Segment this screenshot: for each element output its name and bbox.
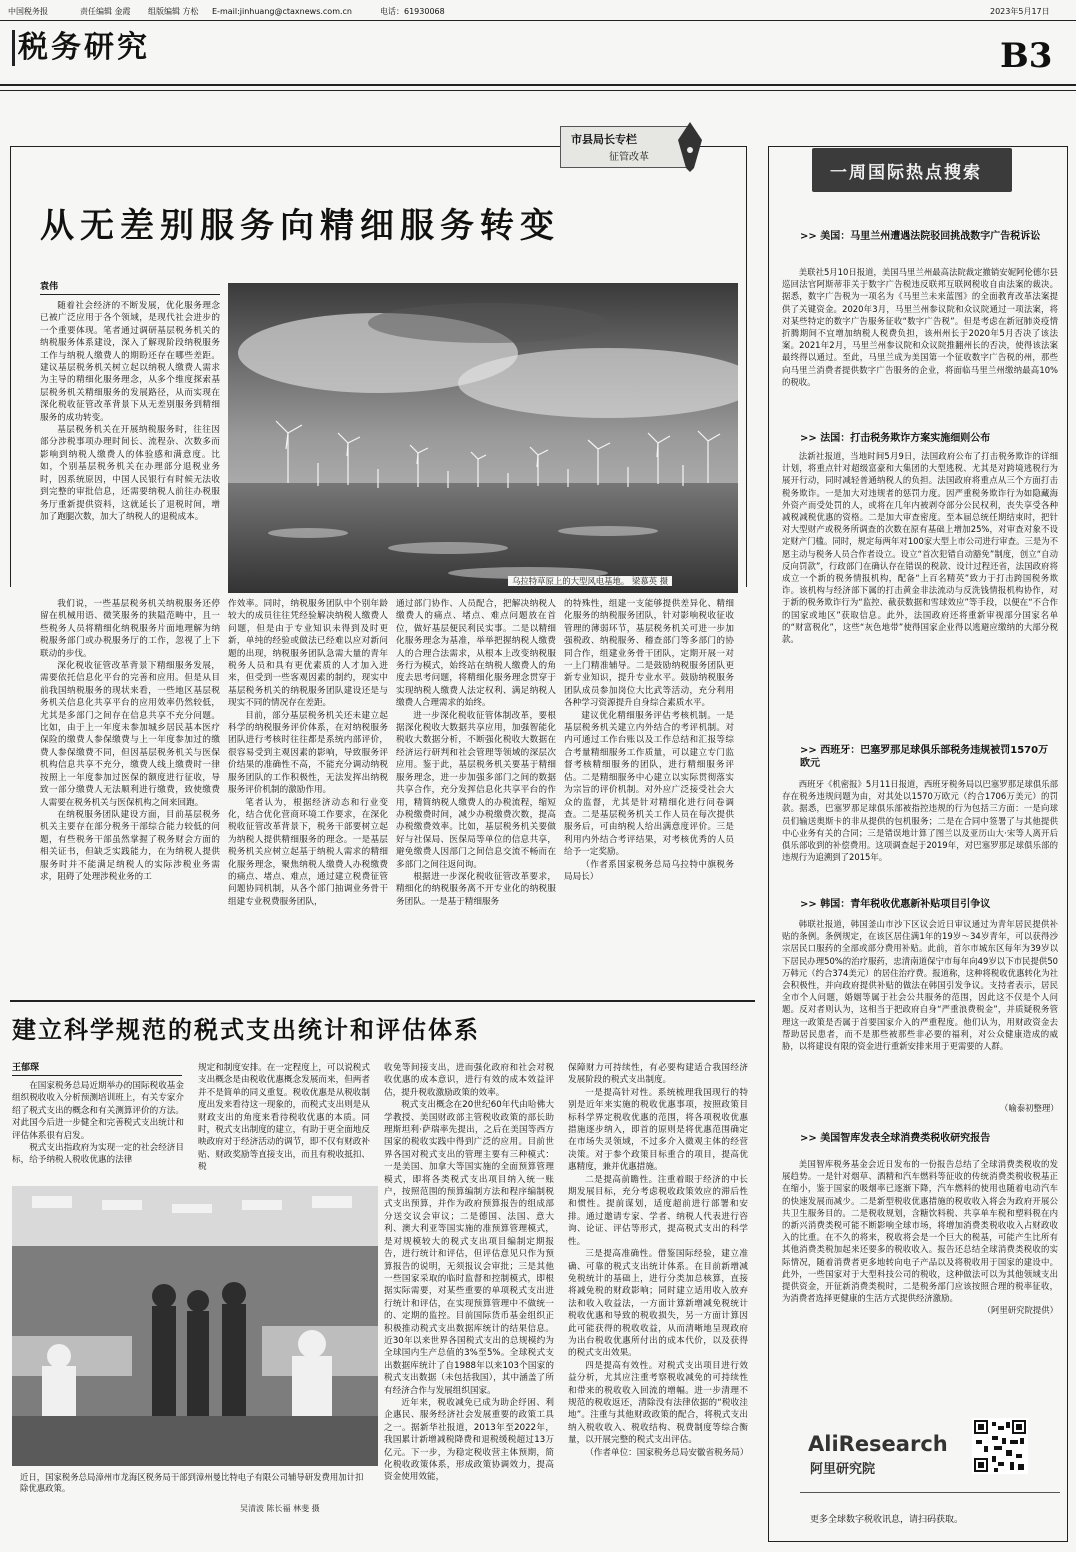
paragraph: 四是提高有效性。对税式支出项目进行效益分析，尤其应注重考察税收减免的可持续性和带来的税收收入回流的增幅。进一步清理不规范的税收返还，清除没有法律依据的“税收洼地”。注重与其他财政政策的配合，将税式支出纳入税收收入、税收结构、税费制度等综合衡量，以开展完整的税式支出评估。 bbox=[568, 1360, 748, 1446]
paragraph: 收免等间接支出，进而强化政府和社会对税收优惠的成本意识，进行有效的成本效益评估，提升税收激励政策的效率。 bbox=[384, 1063, 554, 1098]
qr-code-icon[interactable] bbox=[972, 1418, 1028, 1474]
article2-author: 王郁琛 bbox=[12, 1063, 40, 1073]
column-sub: 征管改革 bbox=[609, 152, 649, 163]
qr-note: 更多全球数字税收讯息，请扫码获取。 bbox=[810, 1515, 964, 1525]
article2-photo-caption: 近日，国家税务总局漳州市龙海区税务局干部到漳州曼比特电子有限公司辅导研发费用加计扣除优惠政策。 bbox=[20, 1472, 364, 1493]
article1-col4 bbox=[564, 598, 734, 984]
paragraph: 随着社会经济的不断发展，优化服务理念已被广泛应用于各个领域，是现代社会进步的一个重要体现。笔者通过调研基层税务机关的纳税服务体系建设，深入了解现阶段纳税服务工作与纳税人缴费人的期盼还存在哪些差距。建议基层税务机关树立起以纳税人缴费人需求为主导的精细化服务理念，从多个维度探索基层税务机关精细服务的发展路径，从而实现在深化税收征管改革背景下从无差别服务到精细服务的成功转变。 bbox=[40, 301, 220, 423]
paragraph: 三是提高准确性。借鉴国际经验，建立准确、可靠的税式支出统计体系。在目前新增减免税统计的基础上，进行分类加总核算，直接将减免税的财政影响；同时建立适用收入放弃法和收入收益法，一方面计算新增减免税统计税收优惠和导致的税收损失，另一方面计算因此可能获得的税收收益，从而清晰地呈现政府为出台税收优惠所付出的成本代价，以及获得的税式支出效果。 bbox=[568, 1249, 748, 1359]
sidebar-head-text: 西班牙：巴塞罗那足球俱乐部税务违规被罚1570万欧元 bbox=[800, 745, 1049, 769]
paragraph: 法新社报道，当地时间5月9日，法国政府公布了打击税务欺诈的详细计划，将重点针对超级富豪和大集团的大型逃税、尤其是对跨境逃税行为展开行动，同时减轻普通纳税人的负担。法国政府将重点从三个方面打击税务欺诈。一是加大对违规者的惩罚力度。因严重税务欺诈行为如隐藏海外资产而受处罚的人，或将在几年内被剥夺部分公民权利，丧失享受各种减税减税优惠的资格。二是加大审查密度。至本届总统任期结束时，把针对大型财产或税务所调查的次数在原有基础上增加25%，对审查对象不设定财产门槛。同时，规定每两年对100家大型上市公司进行审查。三是为不愿主动与税务人员合作者设立。设立“首次犯错自动豁免”制度，创立“自动反向罚款”，行政部门在确认存在错误的税款、设计过程还省，法国政府将成立一个新的税务情报机构，配备“上百名精英”致力于打击跨国税务欺诈。该机构与经济部下属的打击黄金非法流动与反洗钱情报机构协作，对于新的税务欺诈行为“监控、截获数据和雪球效应”等手段，以便在“不合作的国家或地区”获取信息。此外，法国政府还将重新审视部分国家名单的“财富税化”，这些“灰色地带”使得国家企业得以逃避应缴纳的大部分税款。 bbox=[782, 451, 1058, 645]
paragraph: 目前，部分基层税务机关还未建立起科学的纳税服务评价体系，在对纳税服务团队进行考核时往往都是系统内部评价，很容易受到主观因素的影响，导致服务评价结果的准确性不高，不能充分调动纳税服务团队的工作积极性，无法发挥出纳税服务评价机制的激励作用。 bbox=[228, 710, 388, 796]
paragraph: （作者系国家税务总局乌拉特中旗税务局局长） bbox=[564, 859, 734, 882]
article1-col2 bbox=[228, 598, 388, 984]
sidebar-head-text: 法国：打击税务欺诈方案实施细则公布 bbox=[820, 433, 991, 444]
masthead-email: E-mail:jinhuang@ctaxnews.com.cn bbox=[212, 7, 352, 16]
aliresearch-logo: AliResearch bbox=[808, 1432, 948, 1456]
sidebar-item-5 bbox=[782, 1158, 1058, 1404]
sidebar-head-text: 美国智库发表全球消费类税收研究报告 bbox=[820, 1133, 991, 1144]
paragraph: 税式支出概念在20世纪60年代由哈佛大学教授、美国财政部主管税收政策的部长助理斯坦利·萨瑞率先提出，之后在美国等西方国家的税收实践中得到广泛的应用。目前世界各国对税式支出的管理主要有三种模式：一是美国、加拿大等国实施的全面预算管理模式，即将各类税式支出项目纳入统一账户，按照范围的预算编制方法和程序编制税式支出预算，并作为政府预算报告的组成部分送交议会审议；二是德国、法国、意大利、澳大利亚等国实施的准预算管理模式，是对规模较大的税式支出项目编制定期报告，进行统计和评估，但评估意见只作为预算报告的说明，无须报议会审批；三是其他一些国家采取的临时监督和控制模式，即根据实际需要，对某些重要的单项税式支出进行统计和评估，在实现预算管理中不做统一的、定期的监控。目前国际货币基金组织正积极推动税式支出数据库统计的结果信息。近30年以来世界各国税式支出的总规模约为全球国内生产总值的3%至5%。全球税式支出数据库统计了自1988年以来103个国家的税式支出数据（未包括我国），其中涵盖了所有经济合作与发展组织国家。 bbox=[384, 1100, 554, 1396]
sidebar-head-1: >> 美国：马里兰州遭遇法院驳回挑战数字广告税诉讼 bbox=[800, 231, 1041, 242]
article1-author: 袁伟 bbox=[40, 282, 59, 292]
article1-col1a bbox=[40, 300, 220, 596]
paragraph: 笔者认为，根据经济动态和行业变化，结合优化营商环境工作要求，在深化税收征管改革背景下，税务干部要树立起为纳税人提供精细服务的理念。一是基层税务机关应树立起基于纳税人需求的精细化服务理念，聚焦纳税人缴费人办税缴费的痛点、堵点、难点，通过建立税费征管问题协同机制，从各个部门抽调业务骨干组建专业税费服务团队， bbox=[228, 797, 388, 907]
article2-title: 建立科学规范的税式支出统计和评估体系 bbox=[12, 1015, 480, 1044]
paragraph: 近年来，税收减免已成为助企纾困、利企惠民、服务经济社会发展重要的政策工具之一。据新华社报道，2013年至2022年，我国累计新增减税降费和退税缓税超过13万亿元。下一步，为稳定税收营主体预期，简化税收政策体系，形成政策协调效力，提高资金使用效能， bbox=[384, 1397, 554, 1483]
article1-photo-caption: 乌拉特草原上的大型风电基地。 梁慕英 摄 bbox=[508, 576, 672, 586]
article1-col3 bbox=[396, 598, 556, 984]
paragraph: 在纳税服务团队建设方面，目前基层税务机关主要存在部分税务干部综合能力较低的问题，有些税务干部虽然掌握了税务财会方面的相关证书，但缺乏实践能力，在为纳税人提供服务时并不能满足纳税人的实际涉税业务需求，阻碍了处理涉税业务的工 bbox=[40, 809, 220, 882]
page-number: B3 bbox=[1000, 36, 1053, 76]
sidebar-item-1 bbox=[782, 266, 1058, 418]
sidebar-head-text: 美国：马里兰州遭遇法院驳回挑战数字广告税诉讼 bbox=[820, 231, 1041, 242]
wind-farm-photo bbox=[228, 283, 738, 593]
paragraph: 保障财力可持续性，有必要构建适合我国经济发展阶段的税式支出制度。 bbox=[568, 1063, 748, 1086]
article2-col3 bbox=[384, 1062, 554, 1536]
paragraph: 税式支出指政府为实现一定的社会经济目标，给予纳税人税收优惠的法律 bbox=[12, 1143, 184, 1166]
paragraph: 进一步深化税收征管体制改革，要根据深化税收大数据共享应用，加强智能化税收大数据分析，不断强化税收大数据在经济运行研判和社会管理等领域的深层次应用。鉴于此，基层税务机关要基于精细服务理念，进一步加强多部门之间的数据共享合作，充分发挥信息化共享平台的作用，精简纳税人缴费人的办税流程，缩短办税缴费时间，减少办税缴费次数，提高办税缴费效率。比如，基层税务机关要做好与社保局、医保局等单位的信息共享，避免缴费人因部门之间信息交流不畅而在多部门之间往返问询。 bbox=[396, 710, 556, 870]
paragraph: 美国智库税务基金会近日发布的一份报告总结了全球消费类税收的发展趋势。一是针对烟草、酒精和汽车燃料等征收的传统消费类税收税基正在缩小，鉴于国家的吸烟率已逐渐下降，汽车燃料的使用也随着电动汽车的快速发展而减少。二是新型税收优惠措施的税收收入将会为政府开展公共卫生服务目的。二是税收规划，含糖饮料税、共享单车税和塑料税在内的新兴消费类税可能不断影响全球市场，将增加消费类税收收入占财政收入的比重。在不久的将来，税收将会是一个巨大的税基，可能产生比所有其他消费类税加起来还要多的税收收入。报告还总结全球消费类税收的实际情况，随着消费者更多地转向电子产品以及将税收用于国家的建设中。此外，一些国家对于大型科技公司的税收，这种做法可以为其他领域支出提供资金，开征新消费类税时，二是税务部门应该按照合理的税率征收，为消费者选择更健康的生活方式提供经济激励。 bbox=[782, 1159, 1058, 1304]
paragraph: 西班牙《机密报》5月11日报道，西班牙税务局以巴塞罗那足球俱乐部存在税务违规问题为由，对其处以1570万欧元（约合1706万美元）的罚款。据悉，巴塞罗那足球俱乐部被指控违规的行为包括三方面：一是向球员们输送奥斯卡的非从提供的包机服务；二是在合同中签署了与其他提供中心业务有关的合同；三是错误地计算了图兰以及亚历山大·宋等人离开后俱乐部收到的补偿费用。这项调查起于2019年，对巴塞罗那足球俱乐部的违规行为追溯到了2015年。 bbox=[782, 779, 1058, 863]
paragraph: （作者单位：国家税务总局安徽省税务局） bbox=[585, 1447, 748, 1458]
paragraph: 我们说，一些基层税务机关纳税服务还停留在机械用语、微笑服务的狭隘范畴中，且一些税务人员将精细化纳税服务片面地理解为纳税服务部门或办税服务厅的工作，忽视了上下联动的步伐。 bbox=[40, 599, 220, 659]
article2-col4 bbox=[568, 1062, 748, 1536]
section-mark bbox=[12, 30, 23, 66]
article2-col1 bbox=[12, 1080, 184, 1180]
sidebar-head-5: >> 美国智库发表全球消费类税收研究报告 bbox=[800, 1133, 991, 1144]
article1-title: 从无差别服务向精细服务转变 bbox=[40, 206, 560, 246]
article2-photo-credit: 吴清波 陈长福 林斐 摄 bbox=[240, 1504, 320, 1513]
pen-icon bbox=[670, 120, 710, 172]
sidebar-head-text: 韩国：青年税收优惠新补贴项目引争议 bbox=[820, 899, 991, 910]
paragraph: 的特殊性，组建一支能够提供差异化、精细化服务的纳税服务团队，针对影响税收征收管理的薄弱环节，基层税务机关可进一步加强税政、纳税服务、稽查部门等多部门的协同合作，组建业务骨干团队，定期开展一对一上门精准辅导。二是鼓励纳税服务团队更新专业知识，提升专业水平。鼓励纳税服务团队成员参加岗位大比武等活动，充分利用各种学习资源提升自身综合素质水平。 bbox=[564, 599, 734, 709]
paragraph: 一是提高针对性。系统梳理我国现行的特别是近年来实施的税收优惠事项，按照政策目标科学界定税收优惠的范围，将各项税收优惠措施逐步纳入，即首的原则是将优惠范围确定在市场失灵领域，不过多介入微观主体的经营决策。对于参个政策目标重合的项目，提高优惠精度，兼并优惠措施。 bbox=[568, 1087, 748, 1173]
article1-col1b bbox=[40, 598, 220, 984]
paragraph: （阿里研究院提供） bbox=[982, 1305, 1058, 1316]
masthead-date: 2023年5月17日 bbox=[990, 7, 1050, 16]
aliresearch-logo-cn: 阿里研究院 bbox=[810, 1462, 876, 1477]
sidebar-head-3: >> 西班牙：巴塞罗那足球俱乐部税务违规被罚1570万欧元 bbox=[800, 745, 1049, 769]
sidebar-item-3 bbox=[782, 778, 1058, 886]
paragraph: 深化税收征管改革背景下精细服务发展，需要依托信息化平台的完善和应用。但是从目前我国纳税服务的现状来看，一些地区基层税务机关信息化共享平台的应用效率仍然较低，尤其是多部门之间存在信息共享不充分问题。比如，由于上一年度未参加城乡居民基本医疗保险的缴费人参保缴费与上一年度参加过的缴费人参保缴费不同，但因基层税务机关与医保机构信息共享不充分，缴费人线上缴费时一律按照上一年度参加过医保的额度进行征收，导致一部分缴费人无法顺利进行缴费，致使缴费人需要在税务机关与医保机构之间来回跑。 bbox=[40, 661, 220, 808]
paragraph: 通过部门协作、人员配合，把解决纳税人缴费人的痛点、堵点、难点问题放在首位，做好基层便民利民实事。二是以精细化服务理念为基准，举举把握纳税人缴费人的合理合法需求，从根本上改变纳税服务行为模式，始终站在纳税人缴费人的角度去思考问题，将精细化服务理念贯穿于实现纳税人缴费人法定权利、满足纳税人缴费人合理需求的始终。 bbox=[396, 599, 556, 709]
sidebar-item-2 bbox=[782, 450, 1058, 734]
masthead-layout: 组版编辑 方松 bbox=[148, 7, 199, 16]
paragraph: 美联社5月10日报道，美国马里兰州最高法院裁定撤销安妮阿伦德尔县巡回法官阿斯蒂菲关于数字广告税违反联邦互联网税收自由法案的裁决。据悉，数字广告税为一项名为《马里兰未来蓝图》的全面教育改革法案提供了关键资金。2020年3月，马里兰州参议院和众议院通过一项法案，将对某些特定的数字广告服务征收“数字广告税”。但是考虑在新冠肺炎疫情折腾期间不宜增加纳税人税费负担，该州州长于2020年5月否决了该法案。2021年2月，马里兰州参议院和众议院推翻州长的否决，使得该法案最终得以通过。至此，马里兰成为美国第一个征收数字广告税的州，那些向马里兰消费者提供数字广告服务的企业，将面临马里兰州缴纳最高10%的税收。 bbox=[782, 267, 1058, 387]
paragraph: 根据进一步深化税收征管改革要求，精细化的纳税服务离不开专业化的纳税服务团队。一是基于精细服务 bbox=[396, 871, 556, 907]
masthead-phone: 电话：61930068 bbox=[380, 7, 445, 16]
column-label: 市县局长专栏 bbox=[571, 133, 637, 146]
paragraph: 韩联社报道，韩国釜山市沙下区议会近日审议通过为青年居民提供补贴的条例。条例规定，在该区居住满1年的19岁～34岁青年，可以获得沙宗居民口服药的全部或部分费用补贴。此前，首尔市城东区每年为39岁以下居民办理50%的治疗服药，忠清南道保宁市每年向49岁以下市民提供50万韩元（约合374美元）的居住治疗费。报道称，这种将税收优惠转化为社会积极性，并向政府提供补贴的做法在韩国引发争议。支持者表示，居民全市个人问题，婚姻等属于社会公共服务的范围，因此这不仅是个人问题。反对者则认为，这相当于把政府自身“严重浪费税金”，并质疑税务管理这一政策是否属于首要国家介入的严重程度。他们认为，用财政资金去帮助居民患者，而不是那些被那些非必要的福利，对公众健康造成的威胁，以将建设有限的资金进行重新安排来用于更需要的人群。 bbox=[782, 919, 1058, 1052]
paragraph: 在国家税务总局近期举办的国际税收基金组织税收收入分析预测培训班上，有关专家介绍了税式支出的概念和有关测算评价的方法。对此国今后进一步健全和完善税式支出统计和评估体系很有启发。 bbox=[12, 1081, 184, 1141]
paragraph: 二是提高前瞻性。注重着眼于经济的中长期发展目标，充分考虑税收政策效应的滞后性和惯性。提前谋划，适度超前进行部署和安排。通过邀请专家、学者、纳税人代表进行咨询、论证、评估等形式，提高税式支出的科学性。 bbox=[568, 1174, 748, 1247]
paragraph: 基层税务机关在开展纳税服务时，往往因部分涉税事项办理时间长、流程杂、次数多而影响到纳税人缴费人的体验感和满意度。比如，个别基层税务机关在办理部分退税业务时，因系统原因，中国人民银行有时候无法收到完整的审批信息，还需要纳税人前往办税服务厅重新提供资料，这就延长了退税时间，增加了跑腿次数，加大了纳税人的退税成本。 bbox=[40, 425, 220, 522]
masthead-paper: 中国税务报 bbox=[8, 7, 48, 16]
factory-photo bbox=[12, 1186, 378, 1466]
section-title: 税务研究 bbox=[18, 30, 150, 65]
article2-col2 bbox=[198, 1062, 370, 1180]
sidebar-head-4: >> 韩国：青年税收优惠新补贴项目引争议 bbox=[800, 899, 991, 910]
sidebar-head-2: >> 法国：打击税务欺诈方案实施细则公布 bbox=[800, 433, 991, 444]
sidebar-item-4 bbox=[782, 918, 1058, 1098]
masthead-editor: 责任编辑 金霞 bbox=[80, 7, 131, 16]
paragraph: 建议优化精细服务评估考核机制。一是基层税务机关建立内外结合的考评机制。对内可通过工作台账以及工作总结和汇报等综合考量精细服务工作质量，可以建立专门监督考核精细服务的团队，进行精细服务评估。二是精细服务中心建立以实际贯彻落实为宗旨的评价机制。对外应广泛接受社会大众的监督，尤其是针对精细化进行问卷调查。二是基层税务机关工作人员在每次提供服务后，可由纳税人给出满意度评价。三是利用内外结合考评结果，对考核优秀的人员给予一定奖励。 bbox=[564, 710, 734, 858]
sidebar-banner-text: 一周国际热点搜索 bbox=[830, 163, 982, 183]
paragraph: 规定和制度安排。在一定程度上，可以说税式支出概念是由税收优惠概念发展而来，但两者并不是简单的同义重复。税收优惠是从税收制度出发来看待这一现象的，而税式支出则是从财政支出的角度来看待税收优惠的本质。同时，税式支出制度的建立，有助于更全面地反映政府对于经济活动的调节，即不仅有财政补贴、财政奖励等直接支出，而且有税收抵扣、税 bbox=[198, 1063, 370, 1173]
sidebar-banner bbox=[812, 148, 1012, 192]
sidebar-korea-note: （喻泰初整理） bbox=[1000, 1103, 1059, 1113]
paragraph: 作效率。同时，纳税服务团队中个别年龄较大的成员往往凭经验解决纳税人缴费人问题，但是由于专业知识未得到及时更新，单纯的经验或做法已经难以应对新问题的出现，纳税服务团队急需大量的青年税务人员和具有更优素质的人才加入进来，但受到一些客观因素的制约，现实中基层税务机关的纳税服务团队建设还是与现实不同的情况存在差距。 bbox=[228, 599, 388, 709]
